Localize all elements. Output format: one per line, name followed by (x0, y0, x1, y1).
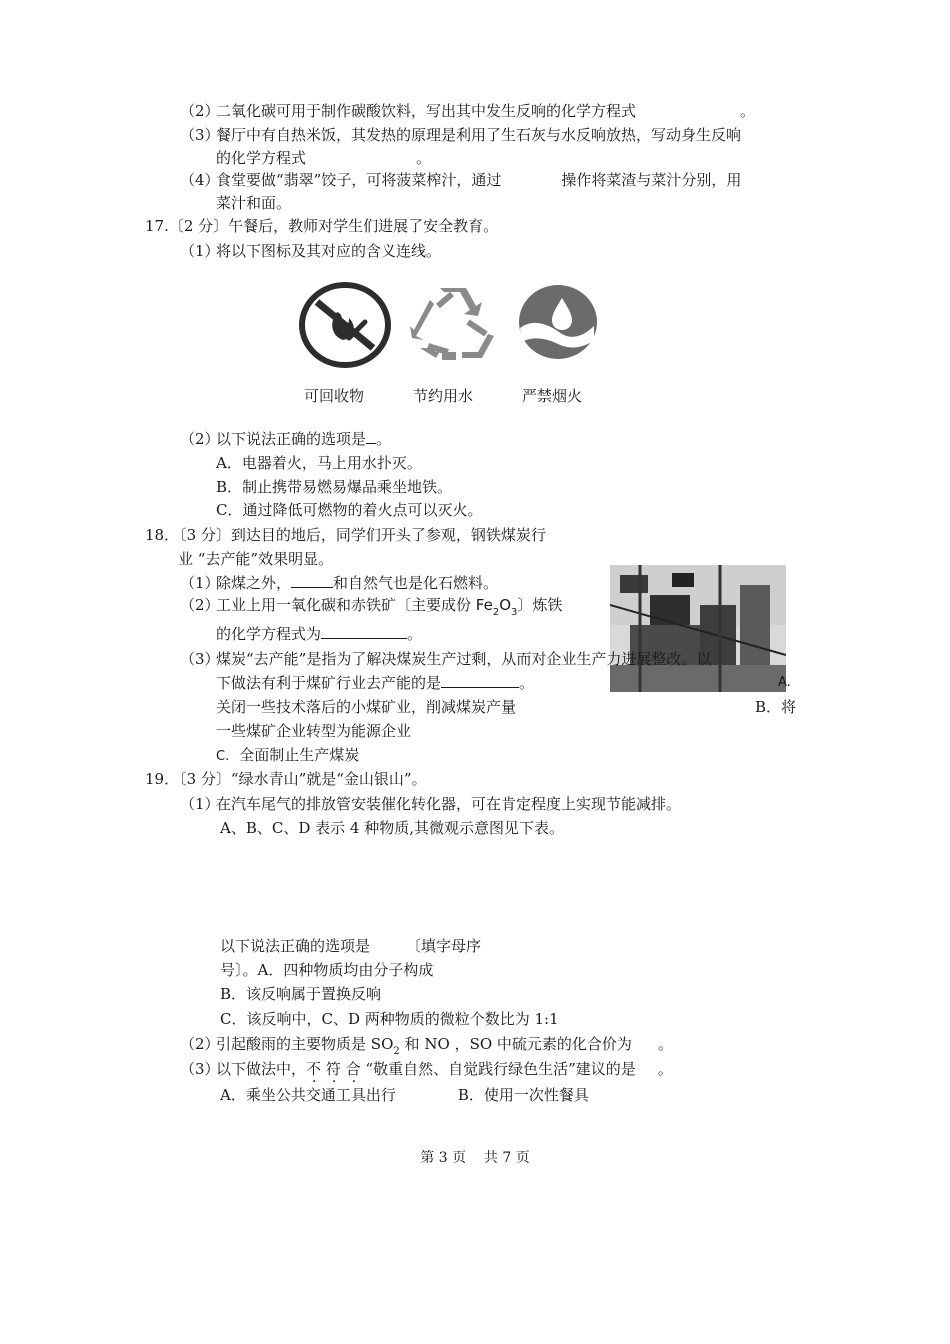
q18-item2-cont: 的化学方程式为 。 (216, 625, 423, 643)
page-number: 第 3 页 (420, 1150, 467, 1166)
q19-heading: 19．〔3 分〕“绿水青山”就是“金山银山”。 (145, 770, 427, 788)
answer-blank[interactable] (366, 429, 376, 444)
answer-blank[interactable] (441, 673, 519, 688)
q19-option-c: C．该反响中，C、D 两种物质的微粒个数比为 1:1 (220, 1010, 559, 1028)
q18-heading: 18．〔3 分〕到达目的地后，同学们开头了参观，钢铁煤炭行 (145, 526, 546, 544)
item-text: 二氧化碳可用于制作碳酸饮料，写出其中发生反响的化学方程式 (216, 102, 637, 120)
water-drop-icon (518, 284, 598, 360)
q18-option-b-letter: B．将 (755, 698, 797, 716)
item-number: （1） (180, 795, 220, 813)
q17-heading: 17.〔2 分〕午餐后，教师对学生们进展了安全教育。 (145, 217, 499, 235)
q19-option-a: A．乘坐公共交通工具出行 (220, 1086, 396, 1104)
q18-heading-cont: 业 “去产能”效果明显。 (178, 550, 334, 568)
item-number: （1） (180, 242, 220, 260)
item-number: （2） (180, 430, 220, 448)
item-number: （2） (180, 596, 220, 614)
q16-item3-cont: 的化学方程式 。 (216, 149, 432, 167)
q16-item3 (180, 125, 741, 145)
steel-plant-photo (610, 565, 786, 692)
q18-option-a-letter: A. (778, 675, 791, 690)
q19-question-line2: 号〕。A．四种物质均由分子构成 (220, 961, 434, 979)
q18-item3-cont: 下做法有利于煤矿行业去产能的是 。 (216, 674, 535, 692)
q17-option-c: C．通过降低可燃物的着火点可以灭火。 (216, 501, 483, 519)
answer-blank[interactable] (321, 624, 407, 639)
item-number: （2） (180, 102, 220, 120)
q16-item4-cont: 菜汁和面。 (216, 194, 292, 212)
no-fire-icon (299, 282, 391, 368)
q18-item1: （1）除煤之外， 和自然气也是化石燃料。 (180, 574, 499, 592)
q19-question-line1: 以下说法正确的选项是 〔填字母序 (220, 937, 482, 955)
page-footer (0, 1147, 950, 1167)
answer-blank[interactable] (291, 573, 333, 588)
q17-item1: （1）将以下图标及其对应的含义连线。 (180, 242, 442, 260)
formula: $Fe_2O_3$ (475, 596, 518, 618)
item-number: （4） (180, 171, 220, 189)
page-total: 共 7 页 (483, 1150, 530, 1166)
q18-option-c: C. 全面制止生产煤炭 (216, 746, 360, 764)
icon-label-no-fire: 严禁烟火 (522, 387, 583, 405)
q19-item1: （1）在汽车尾气的排放管安装催化转化器，可在肯定程度上实现节能减排。 (180, 795, 682, 813)
item-number: （3） (180, 650, 220, 668)
q17-item2: （2）以下说法正确的选项是 。 (180, 430, 392, 448)
item-text: 餐厅中有自热米饭，其发热的原理是利用了生石灰与水反响放热，写动身生反响 (216, 126, 742, 144)
q19-item1-cont: A、B、C、D 表示 4 种物质,其微观示意图见下表。 (220, 819, 564, 837)
q16-item2: （2）二氧化碳可用于制作碳酸饮料，写出其中发生反响的化学方程式 。 (180, 102, 756, 120)
q18-option-a: 关闭一些技术落后的小煤矿业，削减煤炭产量 (216, 698, 517, 716)
item-number: （1） (180, 574, 220, 592)
q19-option-row (220, 1085, 589, 1105)
q18-item2: （2）工业上用一氧化碳和赤铁矿〔主要成份 $Fe_2O_3$〕炼铁 (180, 596, 563, 618)
recycle-icon (408, 286, 496, 362)
item-number: （3） (180, 126, 220, 144)
q18-item3: （3）煤炭“去产能”是指为了解决煤炭生产过剩，从而对企业生产力进展整改。以 (180, 650, 712, 668)
q17-option-a: A．电器着火，马上用水扑灭。 (216, 454, 422, 472)
q18-option-b: 一些煤矿企业转型为能源企业 (216, 722, 412, 740)
q16-item4: （4）食堂要做“翡翠”饺子，可将菠菜榨汁，通过 操作将菜渣与菜汁分别，用 (180, 171, 742, 189)
q19-option-b2: B．使用一次性餐具 (457, 1086, 589, 1104)
icon-label-save-water: 节约用水 (413, 387, 474, 405)
icon-label-recyclable: 可回收物 (304, 387, 365, 405)
q19-option-b: B．该反响属于置换反响 (220, 985, 382, 1003)
q17-option-b: B．制止携带易燃易爆品乘坐地铁。 (216, 478, 453, 496)
q19-item2: （2）引起酸雨的主要物质是 $SO_2$ 和 NO ，SO 中硫元素的化合价为 。 (180, 1035, 673, 1057)
item-number: （3） (180, 1060, 220, 1078)
item-number: （2） (180, 1035, 220, 1053)
q19-item3: （3）以下做法中，不 符 合 “敬重自然、自觉践行绿色生活”建议的是 。 (180, 1060, 673, 1078)
